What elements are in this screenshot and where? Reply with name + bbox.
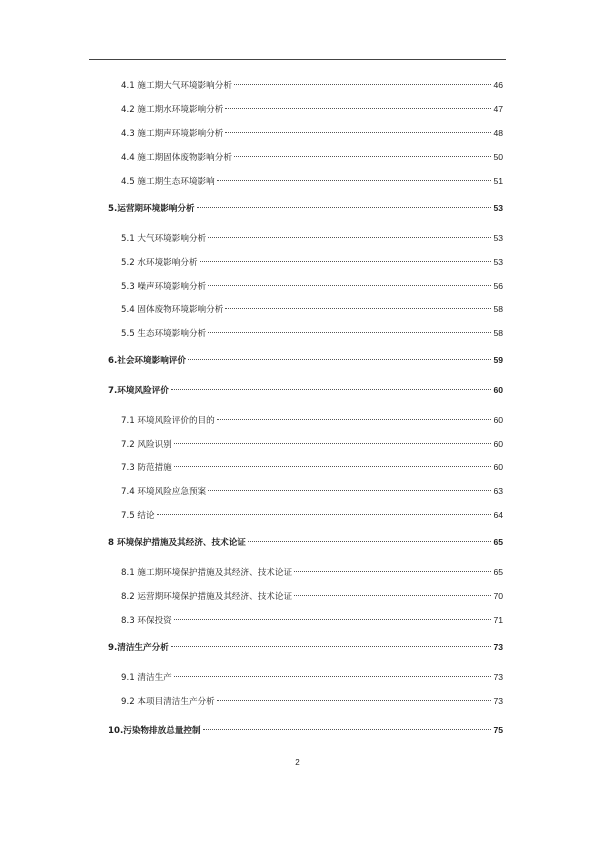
toc-dot-leader [208, 285, 491, 286]
toc-entry-page-number: 60 [493, 415, 503, 425]
toc-entry-page-number: 51 [493, 176, 503, 186]
toc-section-entry[interactable] [121, 589, 503, 603]
toc-entry-title: 7.4 环境风险应急预案 [121, 487, 207, 497]
toc-chapter-entry[interactable] [108, 723, 503, 737]
toc-dot-leader [197, 207, 492, 208]
toc-entry-title: 4.1 施工期大气环境影响分析 [121, 81, 232, 91]
toc-entry-page-number: 73 [493, 672, 503, 682]
toc-entry-page-number: 58 [493, 304, 503, 314]
toc-dot-leader [294, 571, 491, 572]
toc-dot-leader [203, 729, 492, 730]
toc-dot-leader [225, 132, 491, 133]
toc-entry-title: 7.2 风险识别 [121, 440, 172, 450]
toc-entry-title: 4.3 施工期声环境影响分析 [121, 129, 224, 139]
toc-entry-page-number: 73 [493, 696, 503, 706]
toc-entry-title: 5.5 生态环境影响分析 [121, 329, 207, 339]
toc-chapter-entry[interactable] [108, 201, 503, 215]
toc-entry-title: 5.2 水环境影响分析 [121, 258, 198, 268]
toc-chapter-entry[interactable] [108, 383, 503, 397]
toc-entry-page-number: 73 [493, 642, 503, 652]
toc-entry-page-number: 53 [493, 257, 503, 267]
toc-entry-title: 6.社会环境影响评价 [108, 356, 186, 366]
toc-dot-leader [234, 84, 492, 85]
toc-dot-leader [225, 108, 491, 109]
toc-entry-page-number: 63 [493, 486, 503, 496]
toc-section-entry[interactable] [121, 437, 503, 451]
toc-entry-title: 4.4 施工期固体废物影响分析 [121, 153, 232, 163]
toc-dot-leader [171, 389, 492, 390]
toc-section-entry[interactable] [121, 694, 503, 708]
toc-entry-page-number: 47 [493, 104, 503, 114]
toc-entry-page-number: 71 [493, 615, 503, 625]
toc-entry-title: 5.3 噪声环境影响分析 [121, 282, 207, 292]
toc-dot-leader [200, 261, 492, 262]
toc-entry-title: 9.2 本项目清洁生产分析 [121, 697, 215, 707]
toc-entry-title: 7.5 结论 [121, 511, 155, 521]
toc-section-entry[interactable] [121, 102, 503, 116]
toc-section-entry[interactable] [121, 413, 503, 427]
toc-entry-page-number: 59 [493, 355, 503, 365]
toc-entry-title: 10.污染物排放总量控制 [108, 726, 201, 736]
toc-section-entry[interactable] [121, 174, 503, 188]
toc-section-entry[interactable] [121, 460, 503, 474]
toc-entry-page-number: 65 [493, 567, 503, 577]
toc-entry-title: 5.1 大气环境影响分析 [121, 234, 207, 244]
toc-section-entry[interactable] [121, 279, 503, 293]
toc-dot-leader [208, 490, 491, 491]
toc-entry-page-number: 48 [493, 128, 503, 138]
toc-entry-title: 8 环境保护措施及其经济、技术论证 [108, 538, 246, 548]
toc-entry-title: 7.环境风险评价 [108, 386, 169, 396]
toc-entry-title: 7.3 防范措施 [121, 463, 172, 473]
toc-section-entry[interactable] [121, 670, 503, 684]
toc-entry-page-number: 53 [493, 203, 503, 213]
toc-dot-leader [208, 332, 491, 333]
toc-chapter-entry[interactable] [108, 640, 503, 654]
toc-entry-page-number: 64 [493, 510, 503, 520]
page-number: 2 [295, 758, 300, 767]
toc-section-entry[interactable] [121, 613, 503, 627]
toc-dot-leader [234, 156, 492, 157]
toc-section-entry[interactable] [121, 326, 503, 340]
toc-section-entry[interactable] [121, 231, 503, 245]
toc-entry-title: 8.2 运营期环境保护措施及其经济、技术论证 [121, 592, 293, 602]
toc-entry-page-number: 56 [493, 281, 503, 291]
toc-dot-leader [157, 514, 492, 515]
toc-entry-title: 4.2 施工期水环境影响分析 [121, 105, 224, 115]
toc-dot-leader [174, 676, 492, 677]
toc-entry-page-number: 58 [493, 328, 503, 338]
toc-entry-title: 9.清洁生产分析 [108, 643, 169, 653]
toc-dot-leader [174, 466, 492, 467]
toc-entry-title: 5.运营期环境影响分析 [108, 204, 195, 214]
toc-entry-page-number: 65 [493, 537, 503, 547]
toc-entry-title: 9.1 清洁生产 [121, 673, 172, 683]
toc-dot-leader [217, 700, 492, 701]
toc-section-entry[interactable] [121, 484, 503, 498]
toc-dot-leader [248, 541, 492, 542]
toc-chapter-entry[interactable] [108, 353, 503, 367]
toc-entry-page-number: 75 [493, 725, 503, 735]
toc-entry-page-number: 60 [493, 385, 503, 395]
toc-entry-page-number: 53 [493, 233, 503, 243]
toc-entry-title: 5.4 固体废物环境影响分析 [121, 305, 224, 315]
toc-entry-title: 7.1 环境风险评价的目的 [121, 416, 215, 426]
toc-section-entry[interactable] [121, 255, 503, 269]
toc-entry-page-number: 60 [493, 462, 503, 472]
toc-entry-page-number: 60 [493, 439, 503, 449]
toc-dot-leader [294, 595, 491, 596]
toc-dot-leader [188, 359, 491, 360]
toc-dot-leader [225, 308, 491, 309]
toc-dot-leader [217, 419, 492, 420]
toc-entry-page-number: 70 [493, 591, 503, 601]
toc-section-entry[interactable] [121, 126, 503, 140]
toc-dot-leader [217, 180, 492, 181]
toc-entry-page-number: 46 [493, 80, 503, 90]
toc-dot-leader [208, 237, 491, 238]
toc-dot-leader [174, 619, 492, 620]
toc-dot-leader [174, 443, 492, 444]
toc-entry-title: 4.5 施工期生态环境影响 [121, 177, 215, 187]
toc-dot-leader [171, 646, 492, 647]
toc-section-entry[interactable] [121, 302, 503, 316]
toc-section-entry[interactable] [121, 508, 503, 522]
toc-entry-title: 8.1 施工期环境保护措施及其经济、技术论证 [121, 568, 293, 578]
toc-section-entry[interactable] [121, 565, 503, 579]
toc-chapter-entry[interactable] [108, 535, 503, 549]
toc-section-entry[interactable] [121, 150, 503, 164]
toc-entry-title: 8.3 环保投资 [121, 616, 172, 626]
toc-entry-page-number: 50 [493, 152, 503, 162]
toc-section-entry[interactable] [121, 78, 503, 92]
